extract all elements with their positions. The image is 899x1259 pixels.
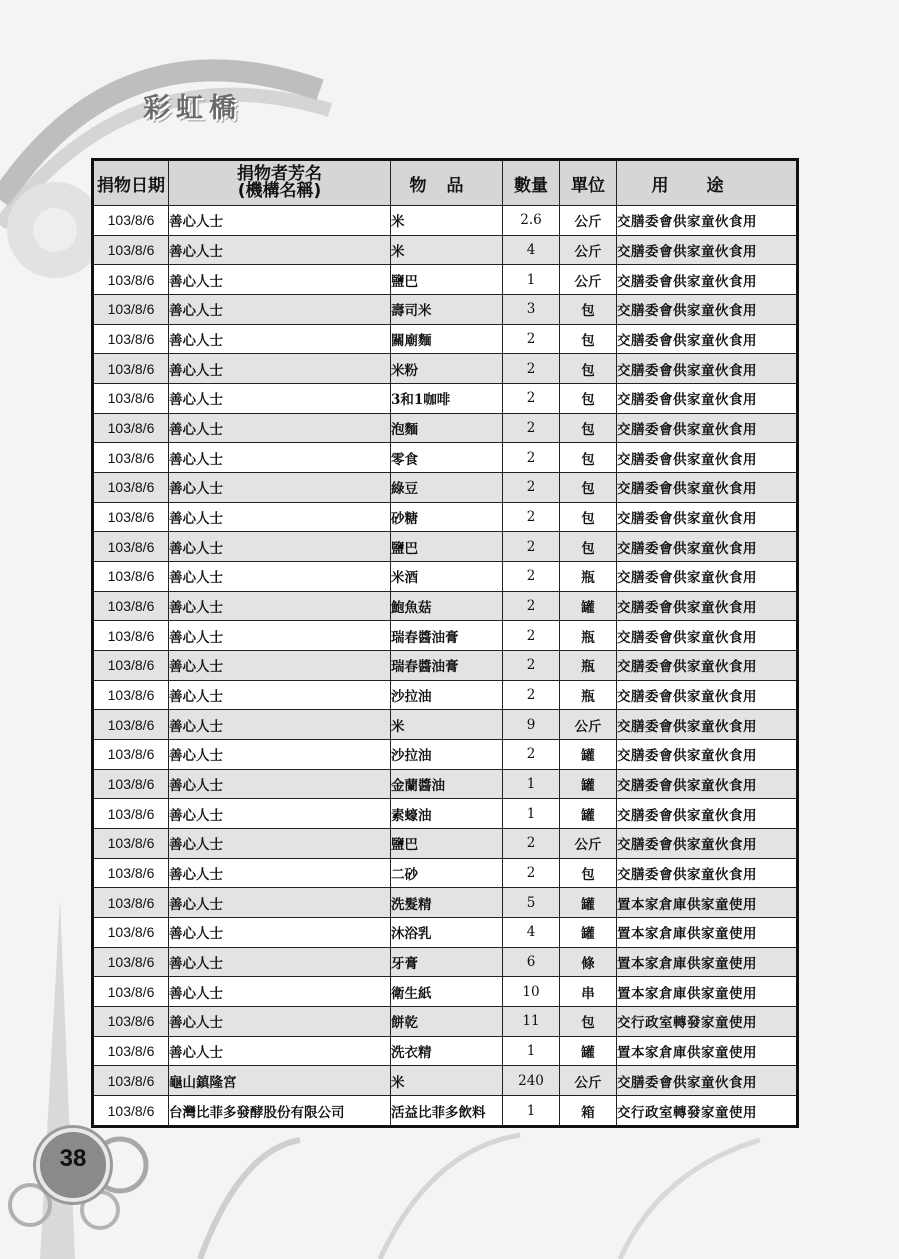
cell-purpose: 交膳委會供家童伙食用 (617, 295, 798, 325)
cell-item: 關廟麵 (391, 324, 503, 354)
cell-date: 103/8/6 (93, 710, 169, 740)
cell-qty: 1 (503, 1036, 560, 1066)
cell-purpose: 交膳委會供家童伙食用 (617, 562, 798, 592)
table-row (93, 473, 798, 503)
cell-donor: 善心人士 (169, 384, 391, 414)
cell-unit: 罐 (560, 769, 617, 799)
cell-purpose: 交膳委會供家童伙食用 (617, 532, 798, 562)
cell-item: 米酒 (391, 562, 503, 592)
cell-item: 泡麵 (391, 413, 503, 443)
cell-item: 金蘭醬油 (391, 769, 503, 799)
cell-donor: 善心人士 (169, 888, 391, 918)
cell-unit: 包 (560, 858, 617, 888)
cell-donor: 善心人士 (169, 740, 391, 770)
cell-qty: 2 (503, 562, 560, 592)
cell-item: 瑞春醬油膏 (391, 621, 503, 651)
cell-item: 鹽巴 (391, 829, 503, 859)
cell-purpose: 交膳委會供家童伙食用 (617, 799, 798, 829)
table-row (93, 947, 798, 977)
cell-purpose: 交膳委會供家童伙食用 (617, 829, 798, 859)
cell-unit: 公斤 (560, 710, 617, 740)
table-row (93, 1096, 798, 1127)
cell-unit: 包 (560, 1007, 617, 1037)
cell-item: 沙拉油 (391, 740, 503, 770)
cell-unit: 瓶 (560, 562, 617, 592)
page-number: 38 (59, 1145, 87, 1172)
cell-item: 洗髮精 (391, 888, 503, 918)
cell-donor: 善心人士 (169, 977, 391, 1007)
cell-item: 餅乾 (391, 1007, 503, 1037)
cell-purpose: 交膳委會供家童伙食用 (617, 206, 798, 236)
cell-purpose: 交膳委會供家童伙食用 (617, 502, 798, 532)
cell-purpose: 交膳委會供家童伙食用 (617, 413, 798, 443)
cell-date: 103/8/6 (93, 829, 169, 859)
cell-item: 沙拉油 (391, 680, 503, 710)
cell-qty: 2.6 (503, 206, 560, 236)
cell-qty: 2 (503, 443, 560, 473)
cell-unit: 公斤 (560, 829, 617, 859)
header-unit: 單位 (560, 160, 617, 206)
cell-unit: 包 (560, 295, 617, 325)
cell-date: 103/8/6 (93, 947, 169, 977)
table-row (93, 235, 798, 265)
table-row (93, 502, 798, 532)
cell-date: 103/8/6 (93, 443, 169, 473)
table-row (93, 265, 798, 295)
table-row (93, 532, 798, 562)
cell-date: 103/8/6 (93, 888, 169, 918)
cell-donor: 善心人士 (169, 206, 391, 236)
cell-item: 沐浴乳 (391, 918, 503, 948)
header-purpose: 用途 (617, 160, 798, 206)
cell-qty: 2 (503, 621, 560, 651)
cell-purpose: 交膳委會供家童伙食用 (617, 858, 798, 888)
table-row (93, 413, 798, 443)
cell-date: 103/8/6 (93, 473, 169, 503)
header-date: 捐物日期 (93, 160, 169, 206)
cell-donor: 善心人士 (169, 769, 391, 799)
cell-qty: 240 (503, 1066, 560, 1096)
cell-purpose: 置本家倉庫供家童使用 (617, 918, 798, 948)
cell-item: 綠豆 (391, 473, 503, 503)
cell-unit: 串 (560, 977, 617, 1007)
cell-qty: 4 (503, 918, 560, 948)
cell-purpose: 置本家倉庫供家童使用 (617, 977, 798, 1007)
cell-date: 103/8/6 (93, 740, 169, 770)
cell-qty: 1 (503, 265, 560, 295)
table-row (93, 829, 798, 859)
cell-unit: 包 (560, 443, 617, 473)
cell-donor: 善心人士 (169, 502, 391, 532)
cell-date: 103/8/6 (93, 591, 169, 621)
table-row (93, 918, 798, 948)
cell-unit: 罐 (560, 740, 617, 770)
cell-item: 米粉 (391, 354, 503, 384)
cell-purpose: 交行政室轉發家童使用 (617, 1096, 798, 1127)
cell-donor: 善心人士 (169, 591, 391, 621)
cell-qty: 2 (503, 740, 560, 770)
header-qty: 數量 (503, 160, 560, 206)
table-row (93, 799, 798, 829)
cell-donor: 善心人士 (169, 532, 391, 562)
cell-unit: 包 (560, 324, 617, 354)
cell-date: 103/8/6 (93, 977, 169, 1007)
cell-purpose: 交膳委會供家童伙食用 (617, 324, 798, 354)
cell-qty: 2 (503, 324, 560, 354)
header-donor-line2: (機構名稱) (237, 181, 322, 201)
cell-unit: 瓶 (560, 621, 617, 651)
cell-item: 二砂 (391, 858, 503, 888)
cell-item: 米 (391, 710, 503, 740)
cell-date: 103/8/6 (93, 562, 169, 592)
table-row (93, 591, 798, 621)
cell-qty: 2 (503, 354, 560, 384)
header-donor (169, 160, 391, 206)
cell-donor: 善心人士 (169, 829, 391, 859)
table-row (93, 384, 798, 414)
table-row (93, 324, 798, 354)
cell-date: 103/8/6 (93, 1096, 169, 1127)
cell-donor: 善心人士 (169, 443, 391, 473)
table-row (93, 858, 798, 888)
cell-item: 3和1咖啡 (391, 384, 503, 414)
cell-donor: 善心人士 (169, 1007, 391, 1037)
cell-donor: 善心人士 (169, 413, 391, 443)
cell-purpose: 交膳委會供家童伙食用 (617, 621, 798, 651)
cell-item: 素蠔油 (391, 799, 503, 829)
cell-donor: 善心人士 (169, 858, 391, 888)
cell-donor: 善心人士 (169, 235, 391, 265)
cell-qty: 2 (503, 413, 560, 443)
cell-unit: 條 (560, 947, 617, 977)
cell-qty: 2 (503, 532, 560, 562)
cell-date: 103/8/6 (93, 918, 169, 948)
cell-donor: 善心人士 (169, 947, 391, 977)
cell-item: 米 (391, 235, 503, 265)
cell-date: 103/8/6 (93, 206, 169, 236)
table-row (93, 295, 798, 325)
cell-qty: 2 (503, 651, 560, 681)
cell-donor: 善心人士 (169, 562, 391, 592)
table-row (93, 562, 798, 592)
cell-purpose: 交膳委會供家童伙食用 (617, 710, 798, 740)
cell-purpose: 交膳委會供家童伙食用 (617, 473, 798, 503)
cell-donor: 善心人士 (169, 265, 391, 295)
page-title: 彩虹橋 (143, 93, 242, 124)
cell-purpose: 交膳委會供家童伙食用 (617, 651, 798, 681)
cell-qty: 2 (503, 502, 560, 532)
cell-purpose: 交行政室轉發家童使用 (617, 1007, 798, 1037)
cell-date: 103/8/6 (93, 858, 169, 888)
cell-donor: 善心人士 (169, 651, 391, 681)
cell-unit: 罐 (560, 799, 617, 829)
cell-donor: 善心人士 (169, 473, 391, 503)
cell-donor: 善心人士 (169, 918, 391, 948)
cell-item: 鹽巴 (391, 532, 503, 562)
cell-item: 米 (391, 206, 503, 236)
table-row (93, 651, 798, 681)
cell-date: 103/8/6 (93, 769, 169, 799)
cell-unit: 包 (560, 532, 617, 562)
cell-purpose: 交膳委會供家童伙食用 (617, 384, 798, 414)
header-item: 物品 (391, 160, 503, 206)
cell-purpose: 交膳委會供家童伙食用 (617, 1066, 798, 1096)
cell-item: 鮑魚菇 (391, 591, 503, 621)
cell-item: 砂糖 (391, 502, 503, 532)
cell-unit: 公斤 (560, 1066, 617, 1096)
cell-qty: 2 (503, 858, 560, 888)
cell-item: 活益比菲多飲料 (391, 1096, 503, 1127)
cell-item: 壽司米 (391, 295, 503, 325)
cell-qty: 2 (503, 384, 560, 414)
cell-purpose: 交膳委會供家童伙食用 (617, 740, 798, 770)
cell-purpose: 交膳委會供家童伙食用 (617, 769, 798, 799)
cell-unit: 瓶 (560, 651, 617, 681)
cell-donor: 善心人士 (169, 1036, 391, 1066)
cell-date: 103/8/6 (93, 621, 169, 651)
cell-donor: 台灣比菲多發酵股份有限公司 (169, 1096, 391, 1127)
cell-donor: 善心人士 (169, 324, 391, 354)
cell-date: 103/8/6 (93, 295, 169, 325)
cell-item: 洗衣精 (391, 1036, 503, 1066)
cell-qty: 11 (503, 1007, 560, 1037)
cell-qty: 9 (503, 710, 560, 740)
cell-purpose: 交膳委會供家童伙食用 (617, 235, 798, 265)
cell-unit: 包 (560, 502, 617, 532)
cell-qty: 5 (503, 888, 560, 918)
cell-date: 103/8/6 (93, 799, 169, 829)
cell-date: 103/8/6 (93, 354, 169, 384)
cell-date: 103/8/6 (93, 235, 169, 265)
cell-purpose: 置本家倉庫供家童使用 (617, 947, 798, 977)
cell-qty: 1 (503, 1096, 560, 1127)
cell-item: 瑞春醬油膏 (391, 651, 503, 681)
cell-donor: 善心人士 (169, 680, 391, 710)
header-donor-line1: 捐物者芳名 (237, 164, 322, 184)
table-row (93, 1007, 798, 1037)
cell-unit: 罐 (560, 591, 617, 621)
cell-donor: 善心人士 (169, 621, 391, 651)
cell-purpose: 置本家倉庫供家童使用 (617, 888, 798, 918)
cell-item: 衛生紙 (391, 977, 503, 1007)
cell-date: 103/8/6 (93, 680, 169, 710)
table-header-row (93, 160, 798, 206)
cell-item: 米 (391, 1066, 503, 1096)
cell-date: 103/8/6 (93, 384, 169, 414)
cell-donor: 善心人士 (169, 799, 391, 829)
cell-item: 零食 (391, 443, 503, 473)
cell-qty: 2 (503, 473, 560, 503)
table-row (93, 888, 798, 918)
cell-date: 103/8/6 (93, 324, 169, 354)
table-row (93, 1036, 798, 1066)
cell-qty: 2 (503, 680, 560, 710)
cell-date: 103/8/6 (93, 651, 169, 681)
cell-qty: 2 (503, 829, 560, 859)
cell-item: 牙膏 (391, 947, 503, 977)
cell-unit: 箱 (560, 1096, 617, 1127)
cell-donor: 善心人士 (169, 710, 391, 740)
table-row (93, 206, 798, 236)
cell-qty: 1 (503, 769, 560, 799)
cell-qty: 6 (503, 947, 560, 977)
cell-purpose: 置本家倉庫供家童使用 (617, 1036, 798, 1066)
table-row (93, 740, 798, 770)
cell-date: 103/8/6 (93, 265, 169, 295)
table-row (93, 354, 798, 384)
cell-date: 103/8/6 (93, 1066, 169, 1096)
donation-table (91, 158, 799, 1128)
cell-date: 103/8/6 (93, 1007, 169, 1037)
cell-qty: 4 (503, 235, 560, 265)
cell-unit: 瓶 (560, 680, 617, 710)
cell-purpose: 交膳委會供家童伙食用 (617, 591, 798, 621)
cell-unit: 罐 (560, 1036, 617, 1066)
cell-unit: 罐 (560, 888, 617, 918)
cell-donor: 善心人士 (169, 354, 391, 384)
cell-date: 103/8/6 (93, 502, 169, 532)
cell-qty: 2 (503, 591, 560, 621)
table-row (93, 977, 798, 1007)
table-row (93, 710, 798, 740)
cell-donor: 龜山鎮隆宮 (169, 1066, 391, 1096)
cell-qty: 10 (503, 977, 560, 1007)
cell-unit: 包 (560, 413, 617, 443)
table-row (93, 443, 798, 473)
cell-unit: 公斤 (560, 206, 617, 236)
table-row (93, 769, 798, 799)
cell-purpose: 交膳委會供家童伙食用 (617, 265, 798, 295)
cell-unit: 包 (560, 384, 617, 414)
cell-unit: 包 (560, 354, 617, 384)
table-row (93, 1066, 798, 1096)
cell-donor: 善心人士 (169, 295, 391, 325)
cell-date: 103/8/6 (93, 532, 169, 562)
cell-date: 103/8/6 (93, 1036, 169, 1066)
cell-unit: 公斤 (560, 265, 617, 295)
cell-unit: 罐 (560, 918, 617, 948)
cell-unit: 包 (560, 473, 617, 503)
cell-unit: 公斤 (560, 235, 617, 265)
cell-purpose: 交膳委會供家童伙食用 (617, 354, 798, 384)
cell-qty: 1 (503, 799, 560, 829)
table-row (93, 621, 798, 651)
cell-item: 鹽巴 (391, 265, 503, 295)
cell-purpose: 交膳委會供家童伙食用 (617, 680, 798, 710)
cell-purpose: 交膳委會供家童伙食用 (617, 443, 798, 473)
table-row (93, 680, 798, 710)
cell-qty: 3 (503, 295, 560, 325)
cell-date: 103/8/6 (93, 413, 169, 443)
